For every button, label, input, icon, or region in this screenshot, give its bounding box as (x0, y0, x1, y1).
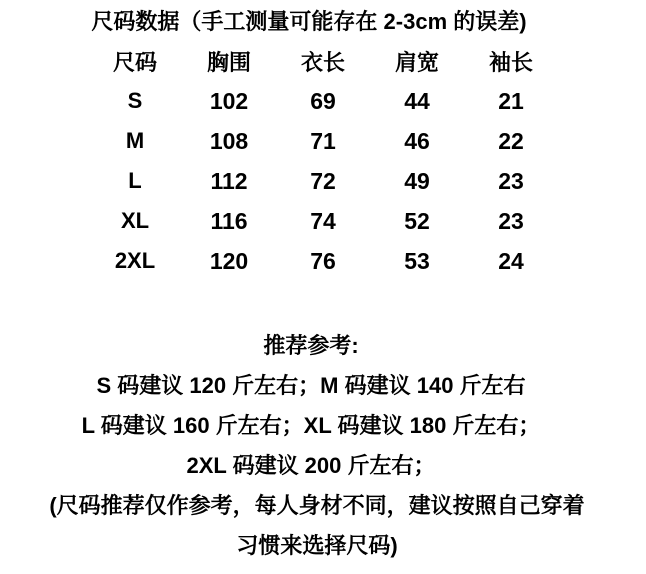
cell-shoulder: 53 (404, 247, 430, 274)
cell-chest: 102 (209, 87, 249, 114)
cell-size: XL (120, 208, 150, 233)
recommendation-line-s-m: S 码建议 120 斤左右；M 码建议 140 斤左右 (96, 373, 526, 398)
col-header-chest: 胸围 (206, 49, 251, 75)
cell-length: 74 (310, 207, 336, 234)
table-row-s (88, 81, 558, 121)
recommendation-line-2xl: 2XL 码建议 200 斤左右； (186, 453, 436, 478)
cell-shoulder: 49 (404, 167, 430, 194)
cell-shoulder: 44 (404, 87, 430, 114)
recommendation-note-line-2: 习惯来选择尺码) (236, 533, 398, 558)
table-row-l (88, 161, 558, 201)
recommendation-note-line-1: (尺码推荐仅作参考，每人身材不同，建议按照自己穿着 (49, 493, 585, 518)
col-header-sleeve: 袖长 (488, 49, 533, 75)
table-row-m (88, 121, 558, 161)
col-header-size: 尺码 (112, 49, 157, 75)
cell-shoulder: 46 (404, 127, 430, 154)
col-header-shoulder: 肩宽 (394, 49, 439, 75)
page-title: 尺码数据（手工测量可能存在 2-3cm 的误差) (91, 9, 527, 34)
cell-length: 76 (310, 247, 336, 274)
cell-chest: 120 (209, 247, 249, 274)
table-row-xl (88, 201, 558, 241)
col-header-length: 衣长 (300, 49, 345, 75)
recommendation-heading: 推荐参考: (263, 333, 359, 358)
cell-size: S (127, 88, 143, 113)
cell-sleeve: 23 (498, 207, 524, 234)
recommendation-line-l-xl: L 码建议 160 斤左右；XL 码建议 180 斤左右； (81, 413, 541, 438)
cell-length: 71 (310, 127, 336, 154)
cell-chest: 108 (209, 127, 249, 154)
cell-sleeve: 22 (498, 127, 524, 154)
recommendation-section (0, 326, 646, 566)
cell-sleeve: 23 (498, 167, 524, 194)
size-table (88, 41, 558, 281)
cell-shoulder: 52 (404, 207, 430, 234)
cell-sleeve: 21 (498, 87, 524, 114)
cell-size: 2XL (114, 248, 156, 273)
cell-chest: 116 (210, 207, 248, 234)
table-row-2xl (88, 241, 558, 281)
cell-size: L (128, 168, 142, 193)
cell-length: 69 (310, 87, 336, 114)
cell-length: 72 (310, 167, 336, 194)
cell-chest: 112 (210, 167, 248, 194)
cell-size: M (125, 128, 145, 153)
cell-sleeve: 24 (498, 247, 524, 274)
size-table-header-row (88, 41, 558, 81)
